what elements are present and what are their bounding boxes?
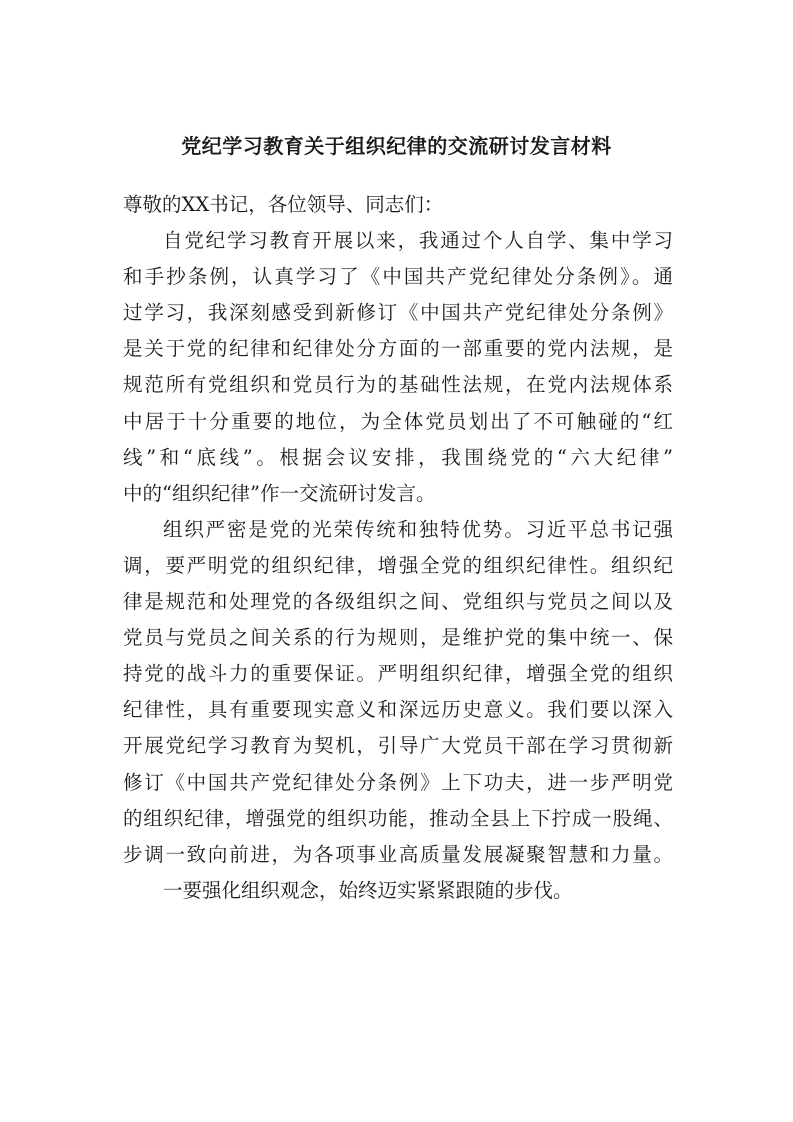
paragraph-line: 线”和“底线”。根据会议安排，我围绕党的“六大纪律” — [123, 445, 673, 469]
paragraph-line: 修订《中国共产党纪律处分条例》上下功夫，进一步严明党 — [123, 770, 673, 794]
paragraph-line: 纪律性，具有重要现实意义和深远历史意义。我们要以深入 — [123, 698, 673, 722]
paragraph-line: 一要强化组织观念，始终迈实紧紧跟随的步伐。 — [163, 878, 573, 902]
paragraph-line: 中居于十分重要的地位，为全体党员划出了不可触碰的“红 — [123, 409, 673, 433]
document-title: 党纪学习教育关于组织纪律的交流研讨发言材料 — [181, 134, 612, 158]
paragraph-line: 中的“组织纪律”作一交流研讨发言。 — [123, 481, 436, 505]
paragraph-line: 律是规范和处理党的各级组织之间、党组织与党员之间以及 — [123, 590, 673, 614]
paragraph-line: 组织严密是党的光荣传统和独特优势。习近平总书记强 — [163, 517, 673, 541]
paragraph-line: 调，要严明党的组织纪律，增强全党的组织纪律性。组织纪 — [123, 553, 673, 577]
paragraph-line: 是关于党的纪律和纪律处分方面的一部重要的党内法规，是 — [123, 337, 673, 361]
paragraph-line: 开展党纪学习教育为契机，引导广大党员干部在学习贯彻新 — [123, 734, 673, 758]
paragraph-line: 自党纪学习教育开展以来，我通过个人自学、集中学习 — [163, 229, 673, 253]
paragraph-line: 和手抄条例，认真学习了《中国共产党纪律处分条例》。通 — [123, 265, 673, 289]
paragraph-line: 党员与党员之间关系的行为规则，是维护党的集中统一、保 — [123, 626, 673, 650]
document-body — [123, 187, 673, 909]
paragraph-line: 持党的战斗力的重要保证。严明组织纪律，增强全党的组织 — [123, 662, 673, 686]
paragraph-line: 规范所有党组织和党员行为的基础性法规，在党内法规体系 — [123, 373, 673, 397]
paragraph-line: 步调一致向前进，为各项事业高质量发展凝聚智慧和力量。 — [123, 842, 673, 866]
paragraph-line: 的组织纪律，增强党的组织功能，推动全县上下拧成一股绳、 — [123, 806, 673, 830]
paragraph-line: 过学习，我深刻感受到新修订《中国共产党纪律处分条例》 — [123, 301, 673, 325]
salutation: 尊敬的XX书记，各位领导、同志们： — [123, 193, 444, 216]
